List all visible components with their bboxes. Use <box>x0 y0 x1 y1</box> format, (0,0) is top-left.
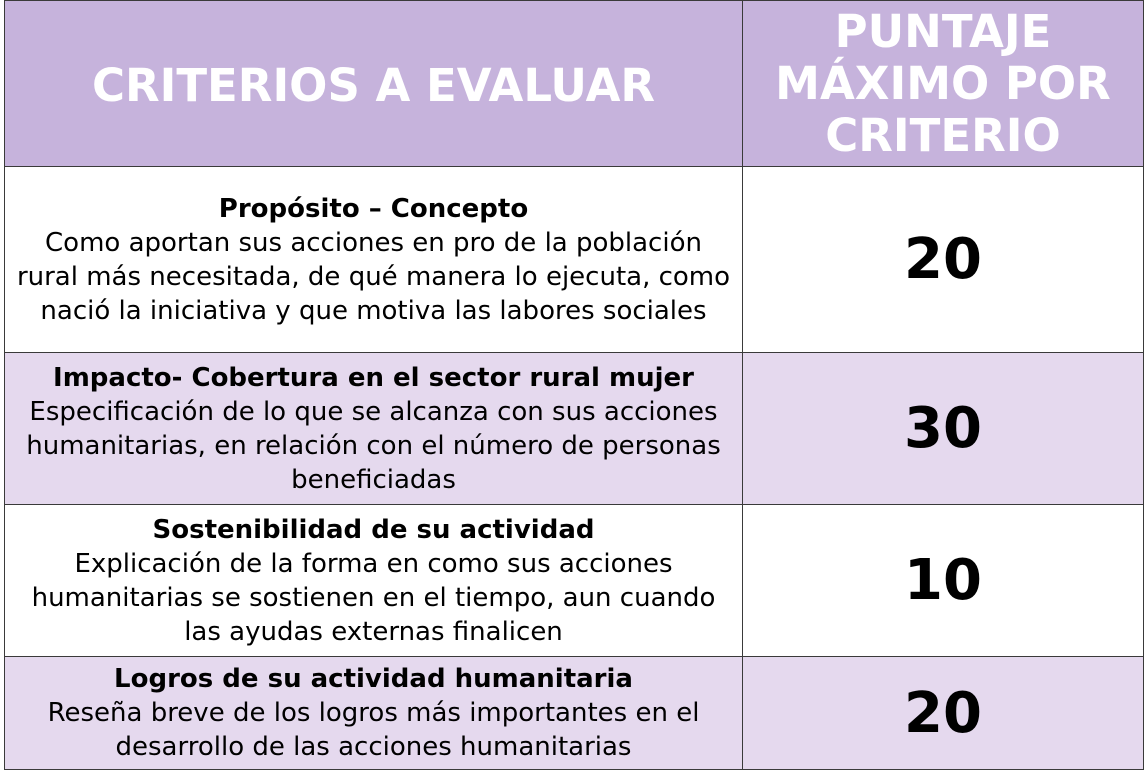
criteria-column-header: CRITERIOS A EVALUAR <box>5 1 743 167</box>
criteria-table <box>4 0 1144 770</box>
score-column-header: PUNTAJE MÁXIMO POR CRITERIO <box>743 1 1144 167</box>
table-row <box>5 167 1144 353</box>
criterion-description: Como aportan sus acciones en pro de la población rural más necesitada, de qué manera lo ejecuta, como nació la iniciativa y que motiva las labores sociales <box>16 227 731 326</box>
score-cell <box>743 353 1144 505</box>
criterion-description: Explicación de la forma en como sus acciones humanitarias se sostienen en el tiempo, aun cuando las ayudas externas finalicen <box>31 548 716 647</box>
max-score: 20 <box>904 680 982 746</box>
table-header-row <box>5 1 1144 167</box>
criterion-cell <box>5 657 743 770</box>
max-score: 10 <box>904 548 982 613</box>
table-row <box>5 505 1144 657</box>
criterion-title: Logros de su actividad humanitaria <box>114 664 633 694</box>
score-cell <box>743 167 1144 353</box>
criterion-title: Impacto- Cobertura en el sector rural mujer <box>53 362 694 393</box>
criterion-cell <box>5 505 743 657</box>
table-row <box>5 657 1144 770</box>
score-cell <box>743 505 1144 657</box>
criterion-description: Reseña breve de los logros más importantes en el desarrollo de las acciones humanitarias <box>47 698 700 762</box>
criterion-cell <box>5 167 743 353</box>
score-cell <box>743 657 1144 770</box>
criterion-description: Especificación de lo que se alcanza con sus acciones humanitarias, en relación con el número de personas beneficiadas <box>26 396 721 495</box>
criterion-cell <box>5 353 743 505</box>
table-row <box>5 353 1144 505</box>
criterion-title: Propósito – Concepto <box>218 193 529 224</box>
max-score: 30 <box>904 396 982 461</box>
max-score: 20 <box>904 227 982 292</box>
criterion-title: Sostenibilidad de su actividad <box>152 514 595 545</box>
